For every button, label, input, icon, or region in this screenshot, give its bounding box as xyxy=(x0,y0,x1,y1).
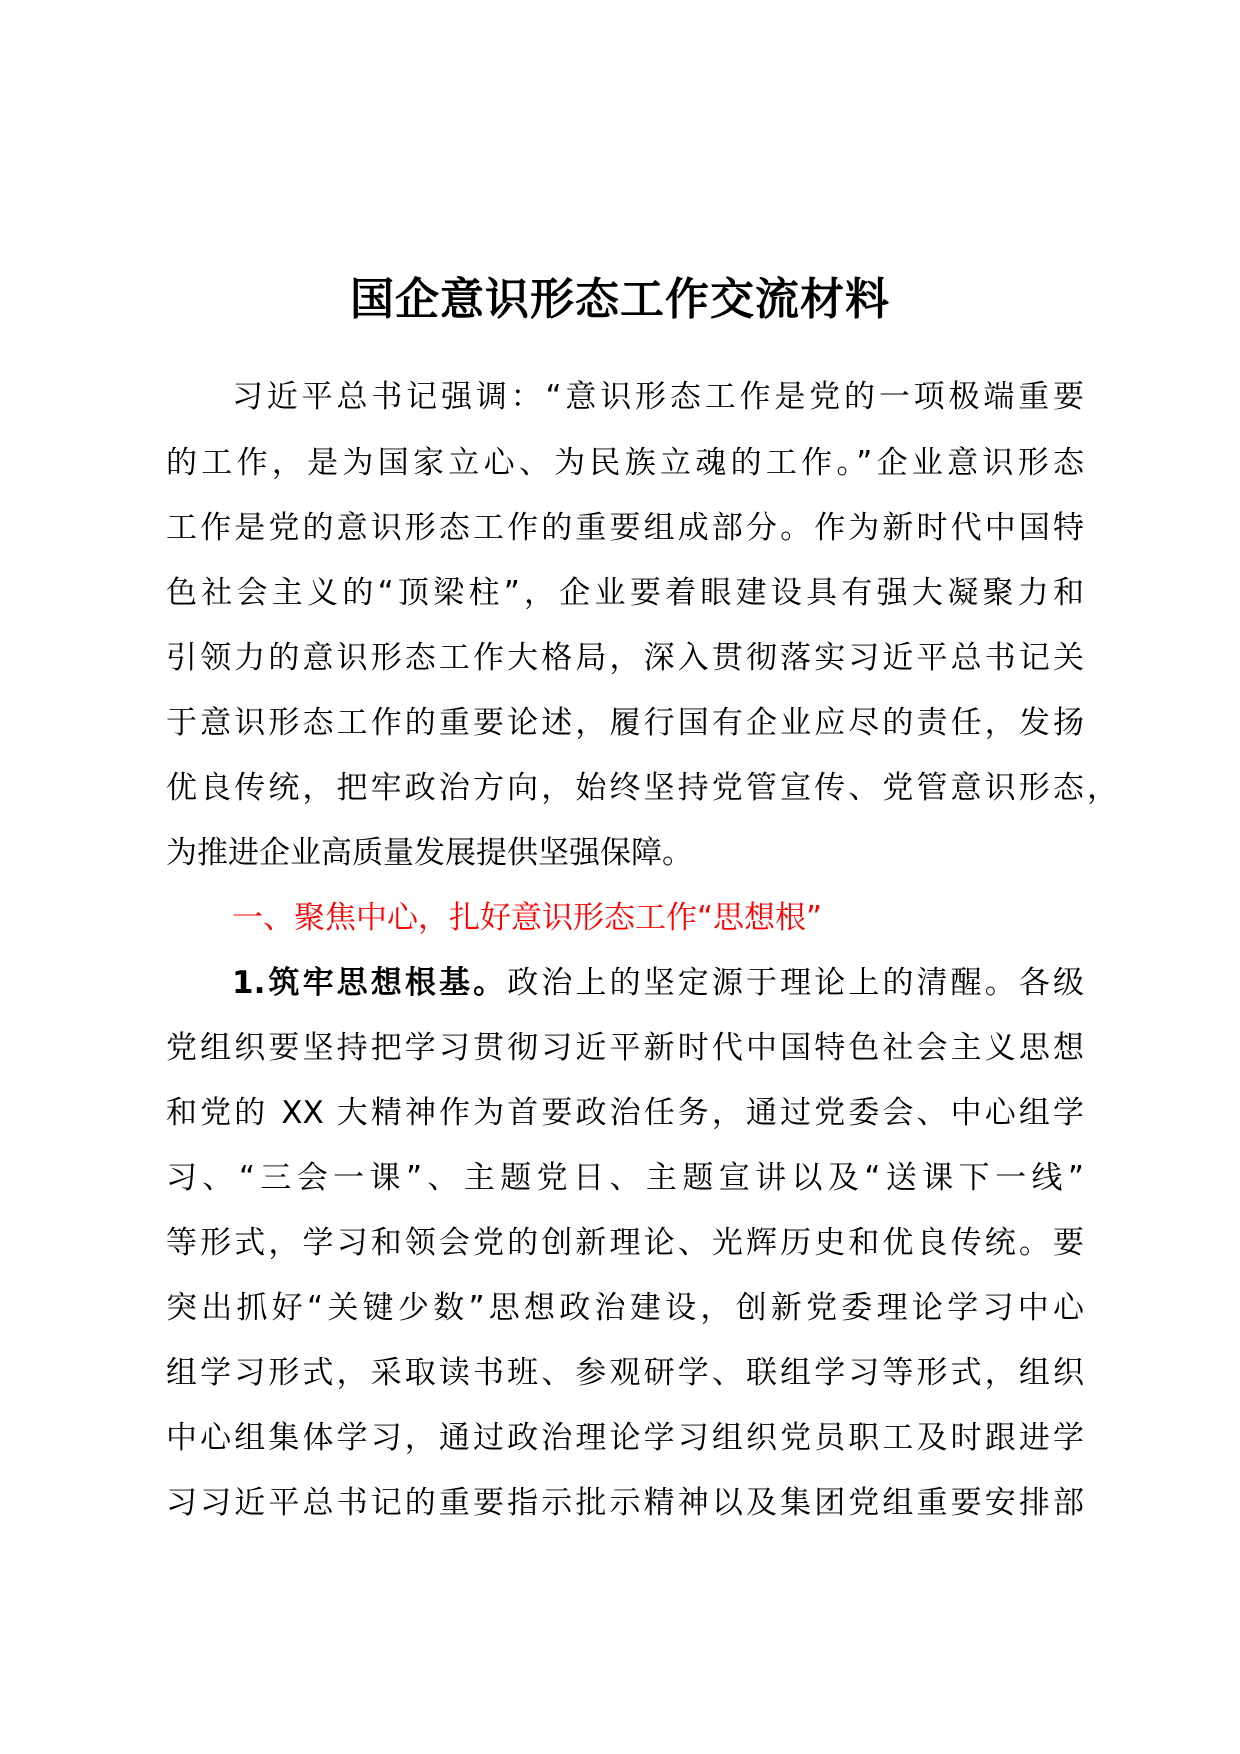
text-line: 习、“三会一课”、主题党日、主题宣讲以及“送课下一线” xyxy=(166,1160,1084,1196)
text-line: 为推进企业高质量发展提供坚强保障。 xyxy=(166,835,693,871)
text-line: 色社会主义的“顶梁柱”，企业要着眼建设具有强大凝聚力和 xyxy=(166,575,1084,611)
text-line: 突出抓好“关键少数”思想政治建设，创新党委理论学习中心 xyxy=(166,1290,1084,1326)
text-line: 优良传统，把牢政治方向，始终坚持党管宣传、党管意识形态， xyxy=(166,770,1118,806)
item-heading: 1.筑牢思想根基。 xyxy=(232,965,508,1001)
text-line: 等形式，学习和领会党的创新理论、光辉历史和优良传统。要 xyxy=(166,1225,1084,1261)
text-line: 和党的 XX 大精神作为首要政治任务，通过党委会、中心组学 xyxy=(166,1095,1084,1131)
text-line: 习近平总书记强调：“意识形态工作是党的一项极端重要 xyxy=(232,379,1084,415)
text-line: 习习近平总书记的重要指示批示精神以及集团党组重要安排部 xyxy=(166,1485,1084,1521)
item-text: 政治上的坚定源于理论上的清醒。各级 xyxy=(507,965,1084,1001)
text-line: 引领力的意识形态工作大格局，深入贯彻落实习近平总书记关 xyxy=(166,640,1084,676)
document-title: 国企意识形态工作交流材料 xyxy=(350,274,890,325)
text-line: 组学习形式，采取读书班、参观研学、联组学习等形式，组织 xyxy=(166,1355,1084,1391)
section-heading: 一、聚焦中心，扎好意识形态工作“思想根” xyxy=(232,900,823,936)
text-line: 党组织要坚持把学习贯彻习近平新时代中国特色社会主义思想 xyxy=(166,1030,1084,1066)
text-line xyxy=(232,963,1084,1003)
text-line: 的工作，是为国家立心、为民族立魂的工作。”企业意识形态 xyxy=(166,445,1084,481)
text-line: 工作是党的意识形态工作的重要组成部分。作为新时代中国特 xyxy=(166,510,1084,546)
text-line: 中心组集体学习，通过政治理论学习组织党员职工及时跟进学 xyxy=(166,1420,1084,1456)
text-line: 于意识形态工作的重要论述，履行国有企业应尽的责任，发扬 xyxy=(166,705,1084,741)
